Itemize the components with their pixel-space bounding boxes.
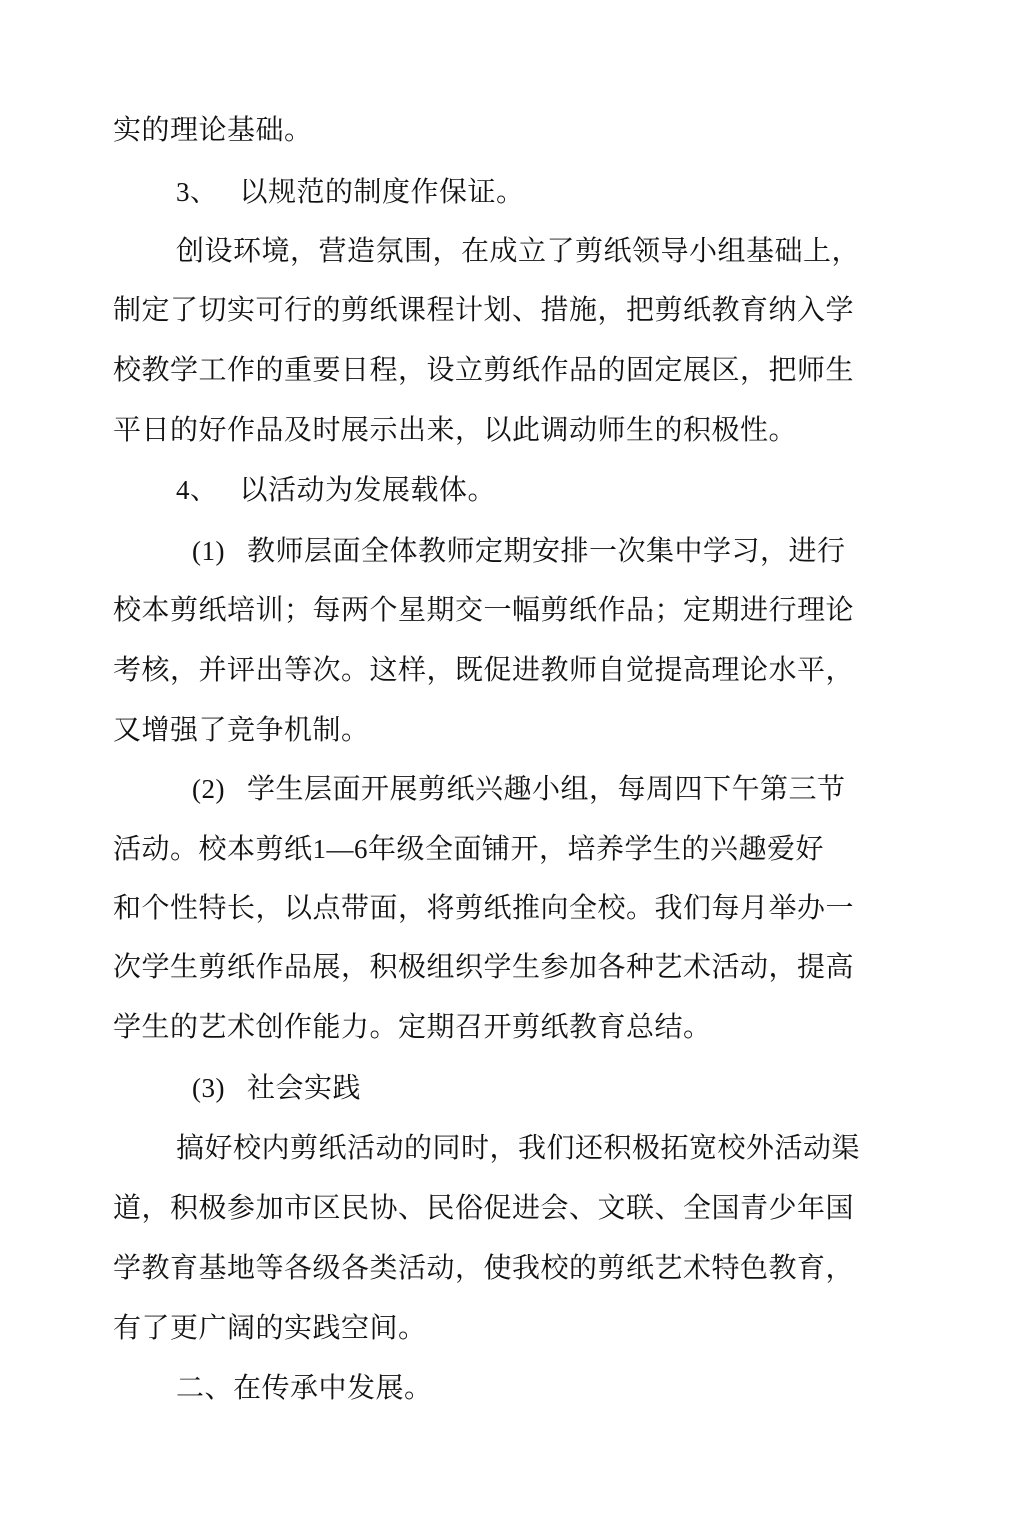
- line-text: 活动。校本剪纸: [113, 832, 313, 865]
- line-text: 学生层面开展剪纸兴趣小组，每周四下午第三节: [246, 772, 846, 805]
- line-text: 道，积极参加市区民协、民俗促进会、文联、全国青少年国: [113, 1191, 855, 1224]
- paragraph-line: [113, 890, 854, 926]
- line-text: 搞好校内剪纸活动的同时，我们还积极拓宽校外活动渠: [176, 1131, 861, 1164]
- paragraph-line: [113, 1009, 712, 1045]
- paragraph-line: [113, 1250, 854, 1286]
- section-title: 以规范的制度作保证。: [239, 175, 525, 208]
- grade-range: 1—6: [312, 834, 369, 864]
- line-text: 校本剪纸培训；每两个星期交一幅剪纸作品；定期进行理论: [113, 593, 855, 626]
- line-text: 考核，并评出等次。这样，既促进教师自觉提高理论水平，: [113, 653, 855, 686]
- line-text: 学生的艺术创作能力。定期召开剪纸教育总结。: [113, 1010, 712, 1043]
- paragraph-line: [176, 233, 860, 269]
- section-title: 以活动为发展载体。: [239, 473, 497, 506]
- paragraph-line: [113, 352, 854, 388]
- line-text: 和个性特长，以点带面，将剪纸推向全校。我们每月举办一: [113, 891, 855, 924]
- line-text: 平日的好作品及时展示出来，以此调动师生的积极性。: [113, 413, 798, 446]
- section-number: 4、: [176, 475, 218, 505]
- paragraph-line: [113, 831, 824, 867]
- line-text: 制定了切实可行的剪纸课程计划、措施，把剪纸教育纳入学: [113, 293, 855, 326]
- paragraph-line: [113, 112, 313, 148]
- paragraph-line: [113, 292, 854, 328]
- line-text: 次学生剪纸作品展，积极组织学生参加各种艺术活动，提高: [113, 950, 855, 983]
- paragraph-line: [113, 712, 370, 748]
- chapter-title: 二、在传承中发展。: [176, 1371, 433, 1404]
- subsection-number: (3): [192, 1073, 225, 1103]
- line-text: 教师层面全体教师定期安排一次集中学习，进行: [246, 534, 846, 567]
- subsection-heading-2: [192, 771, 846, 807]
- line-text: 校教学工作的重要日程，设立剪纸作品的固定展区，把师生: [113, 353, 855, 386]
- chapter-heading: [176, 1370, 433, 1406]
- section-number: 3、: [176, 177, 218, 207]
- paragraph-line: [113, 949, 854, 985]
- section-heading-3: [176, 174, 525, 210]
- subsection-number: (2): [192, 774, 225, 804]
- line-text: 社会实践: [246, 1071, 361, 1104]
- paragraph-line: [176, 1130, 860, 1166]
- section-heading-4: [176, 472, 496, 508]
- line-text: 年级全面铺开，培养学生的兴趣爱好: [368, 832, 825, 865]
- line-text: 有了更广阔的实践空间。: [113, 1311, 427, 1344]
- paragraph-line: [113, 1310, 427, 1346]
- line-text: 学教育基地等各级各类活动，使我校的剪纸艺术特色教育，: [113, 1251, 855, 1284]
- subsection-heading-3: [192, 1070, 361, 1106]
- subsection-heading-1: [192, 533, 846, 569]
- subsection-number: (1): [192, 536, 225, 566]
- line-text: 创设环境，营造氛围，在成立了剪纸领导小组基础上，: [176, 234, 861, 267]
- line-text: 又增强了竞争机制。: [113, 713, 370, 746]
- paragraph-line: [113, 592, 854, 628]
- paragraph-line: [113, 1190, 854, 1226]
- line-text: 实的理论基础。: [113, 113, 313, 146]
- paragraph-line: [113, 412, 797, 448]
- paragraph-line: [113, 652, 854, 688]
